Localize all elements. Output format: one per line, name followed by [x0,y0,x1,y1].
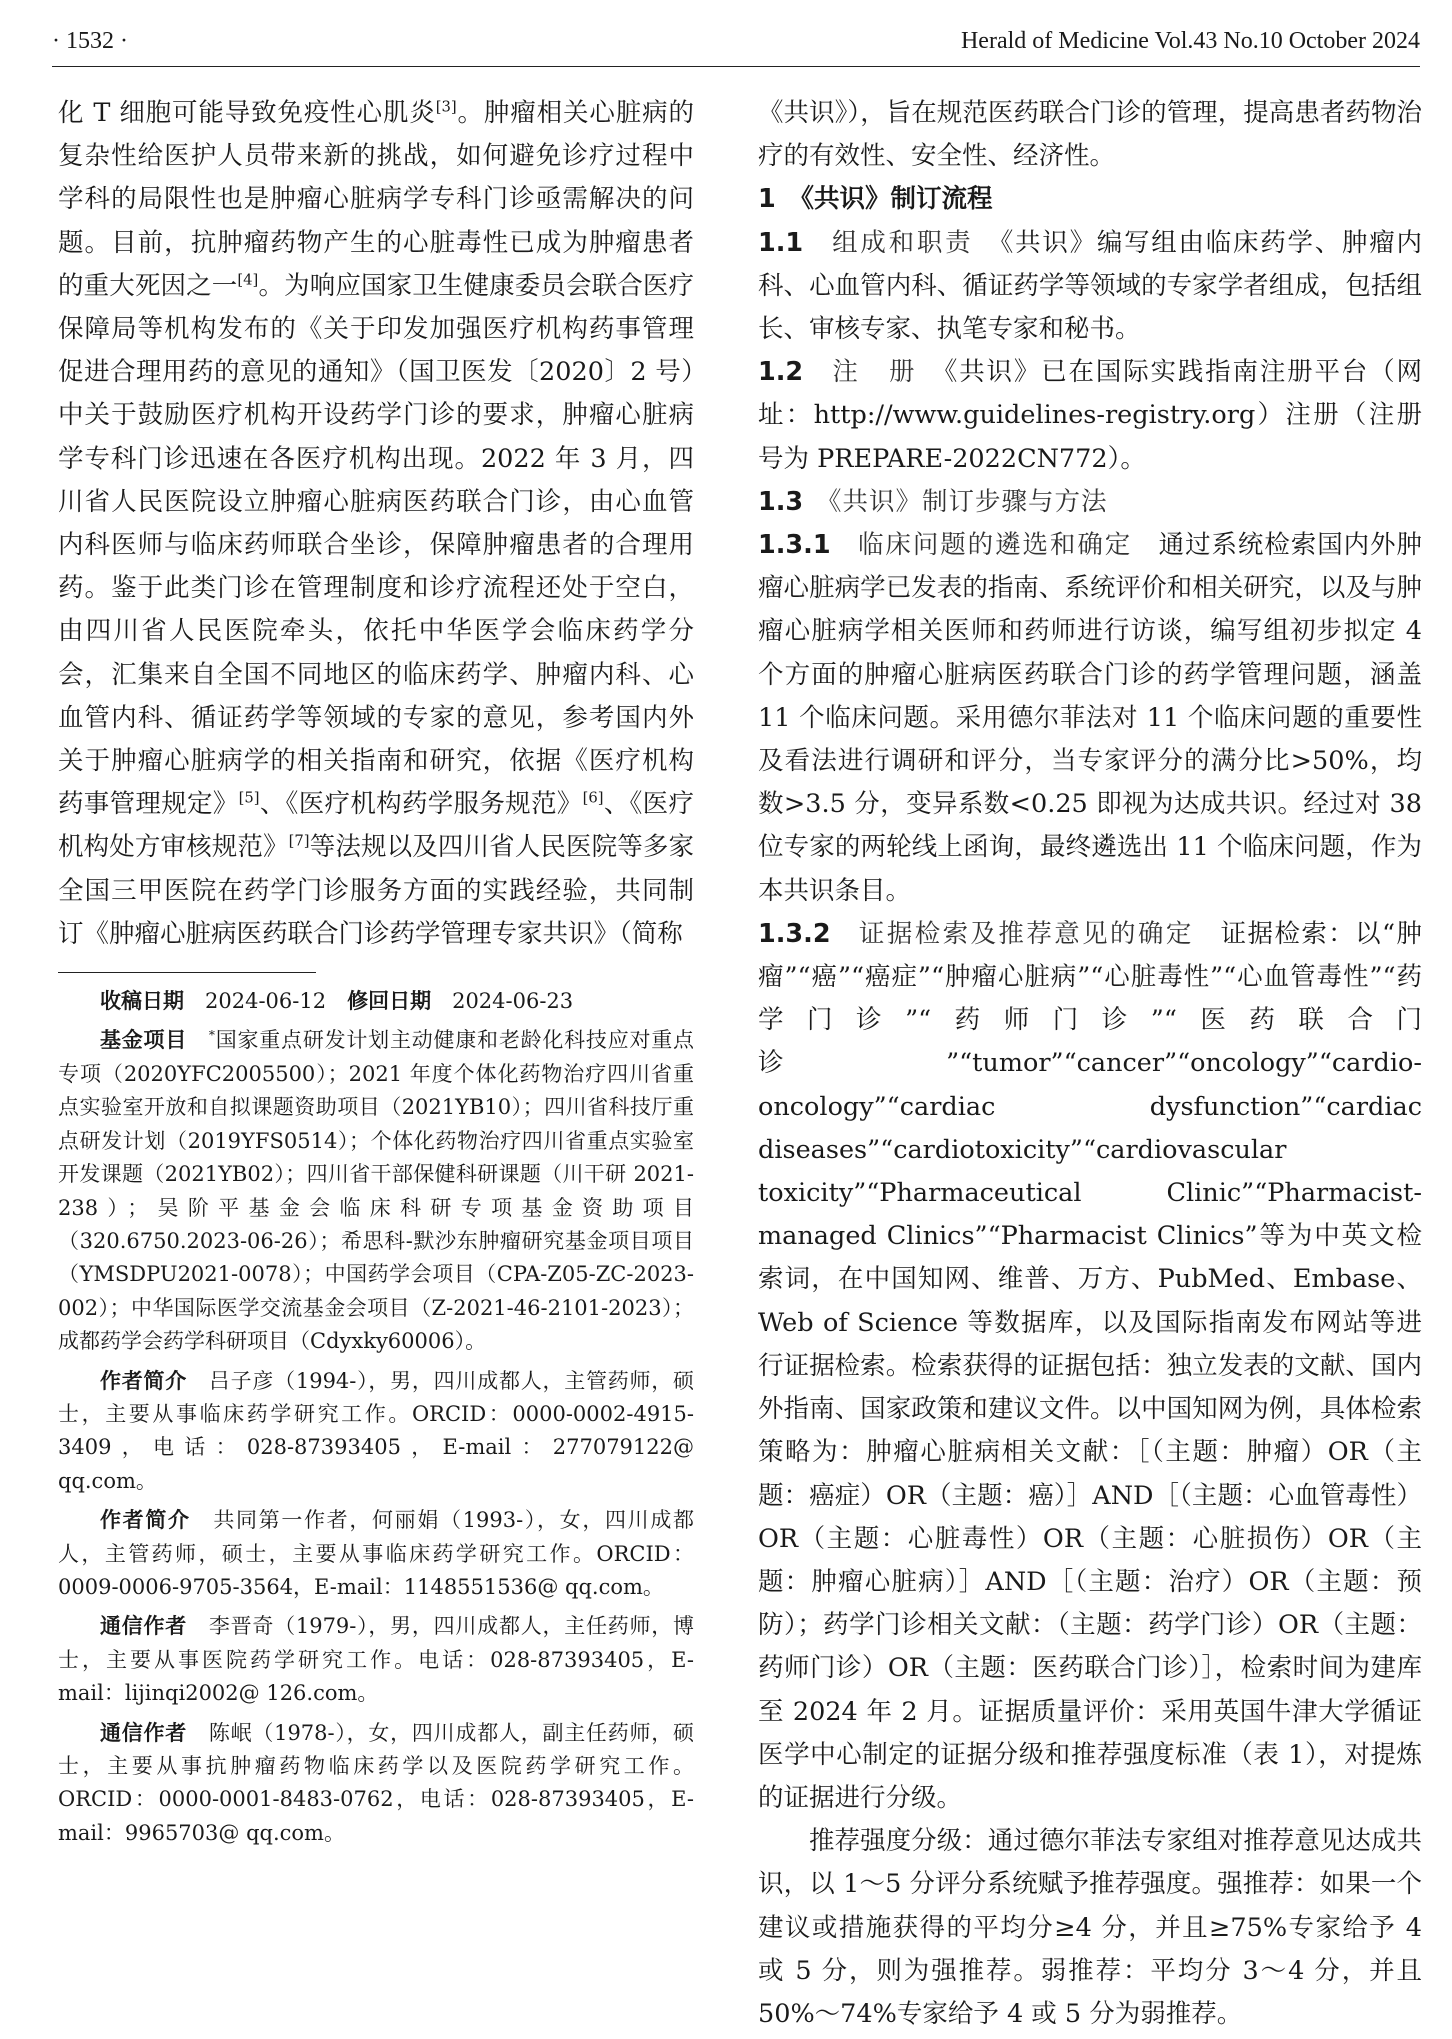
continued-paragraph: 《共识》），旨在规范医药联合门诊的管理，提高患者药物治疗的有效性、安全性、经济性。 [758,98,1422,172]
citation-6: [6] [582,789,604,807]
text-run: 。为响应国家卫生健康委员会联合医疗保障局等机构发布的《关于印发加强医疗机构药事管理促进合理用药的意见的通知》（国卫医发〔2020〕2 号）中关于鼓励医疗机构开设药学门诊的要求，肿瘤心脏病学专科门诊迅速在各医疗机构出现。2022 年 3 月，四川省人民医院设立肿瘤心脏病医药联合门诊，由心血管内科医师与临床药师联合坐诊，保障肿瘤患者的合理用药。鉴于此类门诊在管理制度和诊疗流程还处于空白，由四川省人民医院牵头，依托中华医学会临床药学分会，汇集来自全国不同地区的临床药学、肿瘤内科、心血管内科、循证药学等领域的专家的意见，参考国内外关于肿瘤心脏病学的相关指南和研究，依据《医疗机构药事管理规定》 [58,270,694,820]
corresponding-author-1 [58,1610,694,1710]
section-number: 1.3.1 [758,530,831,561]
section-number: 1.1 [758,227,804,258]
text-run: 、《医疗机构处方审核规范》 [58,789,694,863]
section-1-3-2 [758,913,1422,1820]
page-header [52,22,1420,67]
section-heading-1: 1 《共识》制订流程 [758,184,993,215]
author-text: 共同第一作者，何丽娟（1993-），女，四川成都人，主管药师，硕士，主要从事临床药学研究工作。ORCID：0009-0006-9705-3564，E-mail：1148551536@ qq.com。 [58,1508,695,1599]
text-run: 、《医疗机构药学服务规范》 [259,789,583,820]
right-column [758,92,1422,2036]
funding-text: 国家重点研发计划主动健康和老龄化科技应对重点专项（2020YFC2005500）；2021 年度个体化药物治疗四川省重点实验室开放和自拟课题资助项目（2021YB10）；四川省科技厅重点研发计划（2019YFS0514）；个体化药物治疗四川省重点实验室开发课题（2021YB02）；四川省干部保健科研课题（川干研 2021-238）；吴阶平基金会临床科研专项基金资助项目（320.6750.2023-06-26）；希思科-默沙东肿瘤研究基金项目项目（YMSDPU2021-0078）；中国药学会项目（CPA-Z05-ZC-2023-002）；中华国际医学交流基金会项目（Z-2021-46-2101-2023）；成都药学会药学科研项目（Cdyxky60006）。 [58,1028,695,1354]
received-label: 收稿日期 [100,989,184,1014]
author-bio-2 [58,1504,694,1604]
citation-7: [7] [288,832,310,850]
funding-mark: * [208,1028,215,1043]
received-dates [58,985,694,1018]
footnotes [58,985,694,1850]
revised-date: 2024-06-23 [452,989,574,1014]
journal-title: Herald of Medicine Vol.43 No.10 October 2024 [960,28,1420,54]
section-1-3-1 [758,524,1422,913]
footnote-divider [58,972,316,973]
text-run: 等法规以及四川省人民医院等多家全国三甲医院在药学门诊服务方面的实践经验，共同制订《肿瘤心脏病医药联合门诊药学管理专家共识》（简称 [58,832,694,949]
section-number: 1.3 [758,486,804,517]
section-text: 《共识》编写组由临床药学、肿瘤内科、心血管内科、循证药学等领域的专家学者组成，包括组长、审核专家、执笔专家和秘书。 [758,227,1422,345]
section-number: 1.3.2 [758,918,831,949]
section-1-3 [758,481,1422,524]
author-label: 作者简介 [100,1508,191,1533]
text-run: 。肿瘤相关心脏病的复杂性给医护人员带来新的挑战，如何避免诊疗过程中学科的局限性也是肿瘤心脏病学专科门诊亟需解决的问题。目前，抗肿瘤药物产生的心脏毒性已成为肿瘤患者的重大死因之一 [58,98,694,301]
section-title: 组成和职责 [832,227,974,258]
corresponding-label: 通信作者 [100,1614,188,1639]
corresponding-label: 通信作者 [100,1720,188,1745]
recommendation-strength-paragraph: 推荐强度分级：通过德尔菲法专家组对推荐意见达成共识，以 1～5 分评分系统赋予推荐强度。强推荐：如果一个建议或措施获得的平均分≥4 分，并且≥75%专家给予 4 或 5 分，则为强推荐。弱推荐：平均分 3～4 分，并且 50%～74%专家给予 4 或 5 分为弱推荐。 [758,1826,1422,2029]
section-text: 证据检索：以“肿瘤”“癌”“癌症”“肿瘤心脏病”“心脏毒性”“心血管毒性”“药学门诊”“药师门诊”“医药联合门诊”“tumor”“cancer”“oncology”“cardio-oncology”“cardiac dysfunction”“cardiac diseases”“cardiotoxicity”“cardiovascular toxicity”“Pharmaceutical Clinic”“Pharmacist-managed Clinics”“Pharmacist Clinics”等为中英文检索词，在中国知网、维普、万方、PubMed、Embase、Web of Science 等数据库，以及国际指南发布网站等进行证据检索。检索获得的证据包括：独立发表的文献、国内外指南、国家政策和建议文件。以中国知网为例，具体检索策略为：肿瘤心脏病相关文献：［（主题：肿瘤）OR（主题：癌症）OR（主题：癌）］AND［（主题：心血管毒性）OR（主题：心脏毒性）OR（主题：心脏损伤）OR（主题：肿瘤心脏病）］AND［（主题：治疗）OR（主题：预防）；药学门诊相关文献：（主题：药学门诊）OR（主题：药师门诊）OR（主题：医药联合门诊）］，检索时间为建库至 2024 年 2 月。证据质量评价：采用英国牛津大学循证医学中心制定的证据分级和推荐强度标准（表 1），对提炼的证据进行分级。 [758,918,1422,1813]
funding-note [58,1024,694,1358]
intro-paragraph [58,92,694,956]
section-title: 注 册 [832,357,918,388]
received-date: 2024-06-12 [205,989,327,1014]
revised-label: 修回日期 [347,989,432,1014]
section-title: 临床问题的遴选和确定 [857,530,1133,561]
section-title: 证据检索及推荐意见的确定 [858,918,1194,949]
author-bio-1 [58,1365,694,1499]
left-column [58,92,694,1856]
corresponding-text: 李晋奇（1979-），男，四川成都人，主任药师，博士，主要从事医院药学研究工作。电话：028-87393405，E-mail：lijinqi2002@ 126.com。 [58,1614,695,1706]
citation-3: [3] [435,98,457,116]
citation-4: [4] [237,271,259,289]
section-title: 《共识》制订步骤与方法 [828,486,1108,517]
citation-5: [5] [238,789,260,807]
section-1-1 [758,222,1422,352]
section-1-2 [758,351,1422,481]
section-text: 通过系统检索国内外肿瘤心脏病学已发表的指南、系统评价和相关研究，以及与肿瘤心脏病学相关医师和药师进行访谈，编写组初步拟定 4 个方面的肿瘤心脏病医药联合门诊的药学管理问题，涵盖 11 个临床问题。采用德尔菲法对 11 个临床问题的重要性及看法进行调研和评分，当专家评分的满分比>50%，均数>3.5 分，变异系数<0.25 即视为达成共识。经过对 38 位专家的两轮线上函询，最终遴选出 11 个临床问题，作为本共识条目。 [758,530,1422,906]
funding-label: 基金项目 [100,1028,188,1053]
section-number: 1.2 [758,357,804,388]
page-number: · 1532 · [52,28,128,54]
text-run: 化 T 细胞可能导致免疫性心肌炎 [58,98,436,128]
section-text: 《共识》已在国际实践指南注册平台（网址：http://www.guidelines-registry.org）注册（注册号为 PREPARE-2022CN772）。 [758,357,1422,474]
author-text: 吕子彦（1994-），男，四川成都人，主管药师，硕士，主要从事临床药学研究工作。ORCID：0000-0002-4915-3409，电话：028-87393405，E-mail：277079122@ qq.com。 [58,1368,695,1493]
author-label: 作者简介 [100,1368,188,1393]
corresponding-author-2 [58,1717,694,1851]
corresponding-text: 陈岷（1978-），女，四川成都人，副主任药师，硕士，主要从事抗肿瘤药物临床药学以及医院药学研究工作。ORCID：0000-0001-8483-0762，电话：028-87393405，E-mail：9965703@ qq.com。 [58,1720,695,1845]
